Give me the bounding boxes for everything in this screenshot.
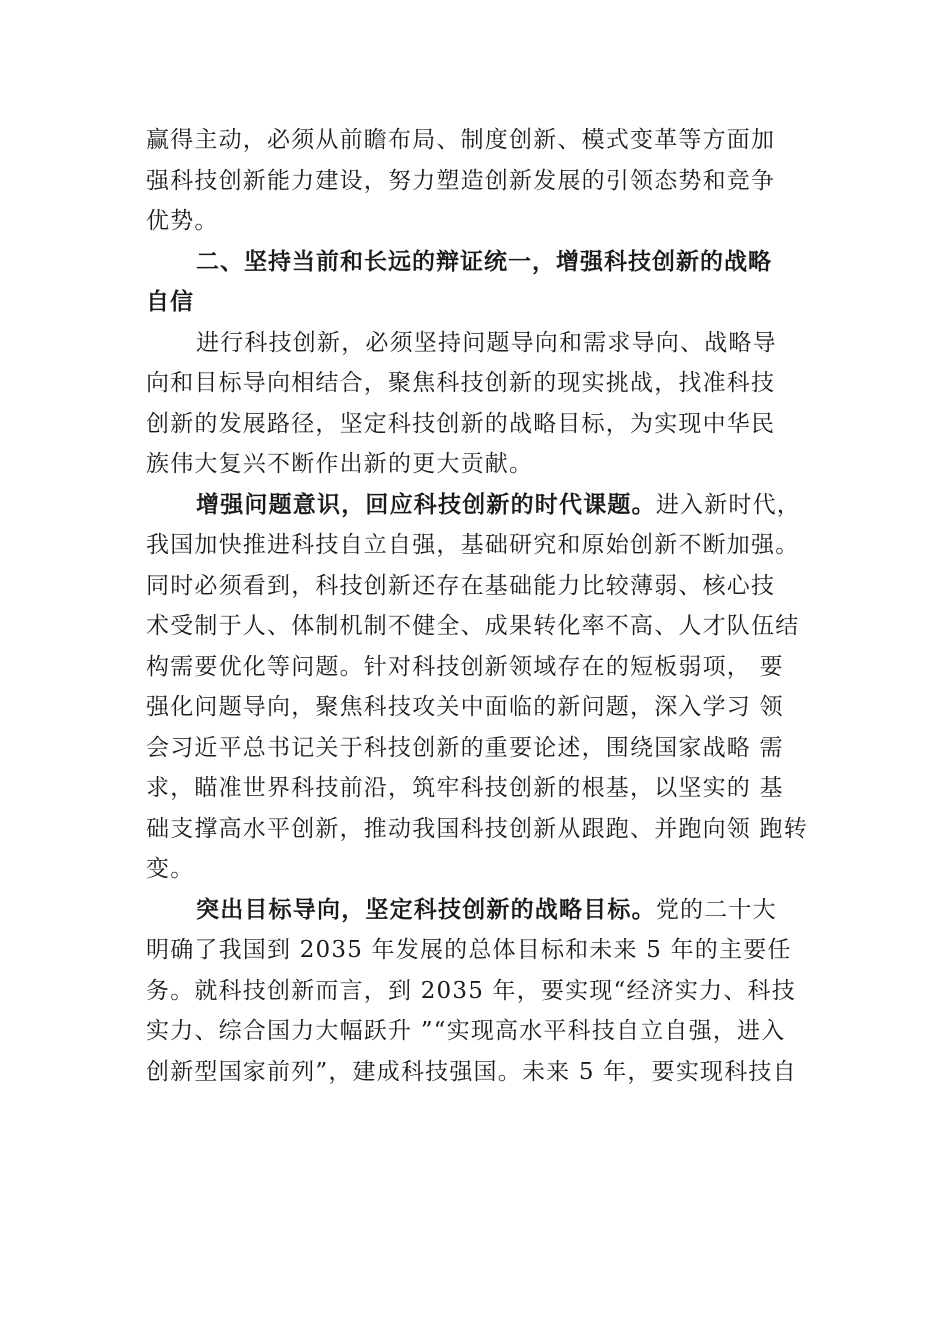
heading-line: 自信 <box>146 289 194 315</box>
text-line: 我国加快推进科技自立自强，基础研究和原始创新不断加强。 <box>146 532 800 558</box>
paragraph-problem-awareness <box>146 485 836 890</box>
document-body <box>146 120 836 1092</box>
lead-rest: 党的二十大 <box>655 896 777 923</box>
text-line: 同时必须看到，科技创新还存在基础能力比较薄弱、核心技 <box>146 572 776 599</box>
text-line: 变。 <box>146 856 195 882</box>
text-line: 务。就科技创新而言，到 2035 年，要实现“经济实力、科技 <box>146 977 796 1004</box>
bold-lead: 增强问题意识，回应科技创新的时代课题。 <box>196 490 656 518</box>
text-line: 族伟大复兴不断作出新的更大贡献。 <box>146 451 534 477</box>
text-line: 创新型国家前列”，建成科技强国。未来 5 年，要实现科技自 <box>146 1058 797 1085</box>
text-line: 求，瞄准世界科技前沿，筑牢科技创新的根基，以坚实的 基 <box>146 775 784 801</box>
text-line: 优势。 <box>146 208 219 234</box>
text-line <box>146 485 836 526</box>
text-line: 构需要优化等问题。针对科技创新领域存在的短板弱项， 要 <box>146 653 784 680</box>
text-line: 明确了我国到 2035 年发展的总体目标和未来 5 年的主要任 <box>146 937 792 963</box>
heading-line: 二、坚持当前和长远的辩证统一，增强科技创新的战略 <box>196 248 772 275</box>
text-line: 强化问题导向，聚焦科技攻关中面临的新问题，深入学习 领 <box>146 694 784 720</box>
text-line: 实力、综合国力大幅跃升 ”“实现高水平科技自立自强，进入 <box>146 1018 786 1044</box>
lead-rest: 进入新时代， <box>655 491 802 518</box>
text-line <box>146 890 836 931</box>
bold-lead: 突出目标导向，坚定科技创新的战略目标。 <box>196 895 656 923</box>
paragraph-continuation <box>146 120 836 242</box>
text-line: 术受制于人、体制机制不健全、成果转化率不高、人才队伍结 <box>146 613 800 639</box>
section-heading-2 <box>146 242 836 323</box>
text-line: 创新的发展路径，坚定科技创新的战略目标，为实现中华民 <box>146 410 776 437</box>
text-line: 进行科技创新，必须坚持问题导向和需求导向、战略导 <box>196 329 777 356</box>
text-line: 强科技创新能力建设，努力塑造创新发展的引领态势和竞争 <box>146 167 776 194</box>
text-line: 向和目标导向相结合，聚焦科技创新的现实挑战，找准科技 <box>146 370 776 396</box>
text-line: 赢得主动，必须从前瞻布局、制度创新、模式变革等方面加 <box>146 127 776 153</box>
text-line: 会习近平总书记关于科技创新的重要论述，围绕国家战略 需 <box>146 734 784 761</box>
paragraph-goal-orientation <box>146 890 836 1093</box>
text-line: 础支撑高水平创新，推动我国科技创新从跟跑、并跑向领 跑转 <box>146 815 808 842</box>
paragraph-intro <box>146 323 836 485</box>
